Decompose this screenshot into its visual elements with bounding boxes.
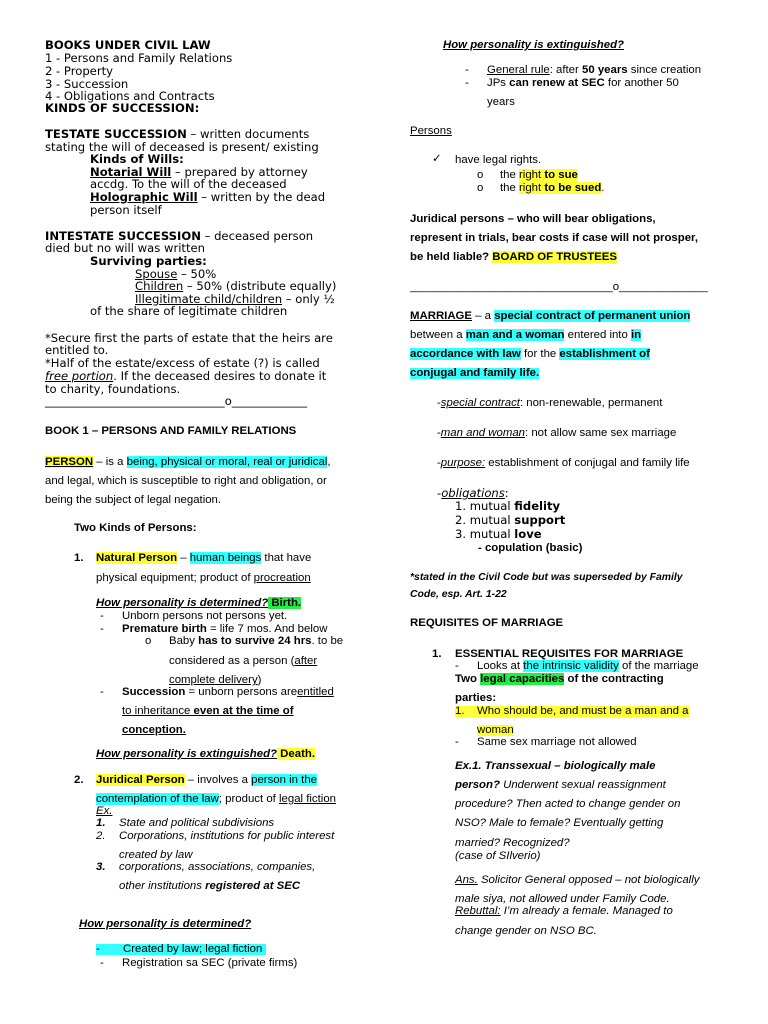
obligation-1: 1. mutual fidelity (455, 499, 561, 513)
juridical-person-line-1: Juridical Person – involves a person in the (96, 774, 317, 786)
marriage-line-2: between a man and a woman entered into in (410, 329, 642, 341)
bullet-dash-r4: - (455, 736, 459, 748)
right-to-sue-line: the right to sue (500, 169, 578, 181)
parties-line: parties: (455, 692, 497, 704)
juridical-person-number: 2. (74, 774, 84, 786)
who-should-line: 1. Who should be, and must be a man and a (455, 705, 689, 717)
book-item-3: 3 - Succession (45, 77, 129, 91)
bullet-dash-r2: - (465, 77, 469, 89)
persons-heading: Persons (410, 125, 452, 137)
conception-line: conception. (122, 724, 186, 736)
rebuttal-line-2: change gender on NSO BC. (455, 925, 597, 937)
essential-number: 1. (432, 648, 442, 660)
man-and-woman-line: -man and woman: not allow same sex marriage (437, 427, 677, 439)
special-contract-line: -special contract: non-renewable, permanent (437, 397, 663, 409)
book-item-1: 1 - Persons and Family Relations (45, 51, 233, 65)
stated-note-2: Code, esp. Art. 1-22 (410, 589, 507, 600)
registration-line: Registration sa SEC (private firms) (122, 957, 298, 969)
legal-rights-line: have legal rights. (455, 154, 542, 166)
bullet-dash-2: - (100, 623, 104, 635)
transsexual-line-3: procedure? Then acted to change gender on (455, 798, 681, 810)
rebuttal-line-1: Rebuttal: I’m already a female. Managed to (455, 905, 673, 917)
holographic-will-line-1: Holographic Will – written by the dead (90, 190, 326, 204)
marriage-line-4: conjugal and family life. (410, 367, 540, 379)
obligations-heading: -obligations: (437, 486, 509, 500)
half-note-2: free portion. If the deceased desires to donate it (45, 369, 327, 383)
premature-line: Premature birth = life 7 mos. And below (122, 623, 328, 635)
natural-person-number: 1. (74, 552, 84, 564)
example-2-number: 2. (96, 830, 106, 842)
answer-line-2: male siya, not allowed under Family Code. (455, 893, 670, 905)
natural-person-line-2: physical equipment; product of procreation (96, 572, 311, 584)
kinds-of-wills-heading: Kinds of Wills: (90, 152, 184, 166)
same-sex-line: Same sex marriage not allowed (477, 736, 637, 748)
bullet-dash-r3: - (455, 660, 459, 672)
requisites-heading: REQUISITES OF MARRIAGE (410, 617, 564, 629)
holographic-will-line-2: person itself (90, 203, 162, 217)
person-definition-line-1: PERSON – is a being, physical or moral, real or juridical, (45, 456, 331, 468)
natural-person-line-1: Natural Person – human beings that have (96, 552, 312, 564)
jps-line: JPs can renew at SEC for another 50 (487, 77, 679, 89)
intrinsic-validity-line: Looks at the intrinsic validity of the marriage (477, 660, 699, 672)
person-definition-line-2: and legal, which is susceptible to right and obligation, or (45, 475, 327, 487)
general-rule-line: General rule: after 50 years since creation (487, 64, 702, 76)
example-3b: other institutions registered at SEC (119, 880, 301, 892)
book1-heading: BOOK 1 – PERSONS AND FAMILY RELATIONS (45, 425, 297, 437)
secure-note-2: entitled to. (45, 343, 109, 357)
stated-note-1: *stated in the Civil Code but was superseded by Family (410, 572, 683, 583)
marriage-line-1: MARRIAGE – a special contract of permanent union (410, 310, 691, 322)
how-extinguished-juridical: How personality is extinguished? (443, 39, 625, 51)
transsexual-line-4: NSO? Male to female? Eventually getting (455, 817, 664, 829)
intestate-line-1: INTESTATE SUCCESSION – deceased person (45, 229, 314, 243)
book-item-2: 2 - Property (45, 64, 113, 78)
two-kinds-heading: Two Kinds of Persons: (74, 522, 197, 534)
intestate-line-2: died but no will was written (45, 241, 206, 255)
bullet-dash-r1: - (465, 64, 469, 76)
example-3-number: 3. (96, 861, 106, 873)
half-note-3: to charity, foundations. (45, 382, 181, 396)
half-note-1: *Half of the estate/excess of estate (?) is called (45, 356, 320, 370)
juridical-q-line-1: Juridical persons – who will bear obligations, (410, 213, 656, 225)
children-line: Children – 50% (distribute equally) (135, 279, 337, 293)
how-determined-natural: How personality is determined? Birth. (96, 597, 302, 609)
bullet-o-1: o (145, 635, 152, 647)
bullet-dash-4: - (100, 957, 104, 969)
check-icon: ✓ (432, 153, 442, 165)
surviving-parties-heading: Surviving parties: (90, 254, 207, 268)
example-2: Corporations, institutions for public interest (119, 830, 335, 842)
right-to-be-sued-line: the right to be sued. (500, 182, 605, 194)
essential-requisites-heading: ESSENTIAL REQUISITES FOR MARRIAGE (455, 648, 684, 660)
legal-capacities-line: Two legal capacities of the contracting (455, 673, 664, 685)
kinds-of-succession-heading: KINDS OF SUCCESSION: (45, 101, 200, 115)
woman-line: woman (477, 724, 514, 736)
example-3: corporations, associations, companies, (119, 861, 316, 873)
complete-delivery-line: complete delivery) (169, 674, 262, 686)
testate-line-1: TESTATE SUCCESSION – written documents (45, 127, 310, 141)
transsexual-line-2: person? Underwent sexual reassignment (455, 779, 666, 791)
inheritance-line: to inheritance even at the time of (122, 705, 294, 717)
years-line: years (487, 96, 515, 108)
answer-line-1: Ans. Solicitor General opposed – not biologically (455, 874, 700, 886)
section-divider-left: _______________________________o_____________ (45, 394, 308, 408)
bullet-dash-3: - (100, 686, 104, 698)
copulation-line: - copulation (basic) (478, 542, 583, 554)
example-1-number: 1. (96, 817, 106, 829)
how-determined-juridical: How personality is determined? (79, 918, 252, 930)
example-1: State and political subdivisions (119, 817, 275, 829)
purpose-line: -purpose: establishment of conjugal and family life (437, 457, 690, 469)
obligation-2: 2. mutual support (455, 513, 566, 527)
transsexual-example-title: Ex.1. Transsexual – biologically male (455, 760, 656, 772)
notarial-will-line-1: Notarial Will – prepared by attorney (90, 165, 308, 179)
marriage-line-3: accordance with law for the establishment of (410, 348, 650, 360)
notarial-will-line-2: accdg. To the will of the deceased (90, 177, 287, 191)
spouse-line: Spouse – 50% (135, 267, 217, 281)
secure-note-1: *Secure first the parts of estate that the heirs are (45, 331, 333, 345)
bullet-o-r2: o (477, 182, 484, 194)
section-divider-right: ________________________________o______________ (410, 281, 708, 293)
succession-line: Succession = unborn persons areentitled (122, 686, 334, 698)
silverio-case-line: (case of SIlverio) (455, 850, 541, 862)
illegitimate-line-2: of the share of legitimate children (90, 304, 288, 318)
obligation-3: 3. mutual love (455, 527, 542, 541)
juridical-q-line-2: represent in trials, bear costs if case will not prosper, (410, 232, 699, 244)
ex-label: Ex. (96, 805, 113, 817)
illegitimate-line: Illegitimate child/children – only ½ (135, 292, 335, 306)
juridical-person-line-2: contemplation of the law; product of legal fiction (96, 793, 336, 805)
person-definition-line-3: being the subject of legal negation. (45, 494, 222, 506)
bullet-dash-1: - (100, 610, 104, 622)
book-item-4: 4 - Obligations and Contracts (45, 89, 215, 103)
considered-line: considered as a person (after (169, 655, 318, 667)
juridical-q-line-3: be held liable? BOARD OF TRUSTEES (410, 251, 617, 263)
transsexual-line-5: married? Recognized? (455, 837, 570, 849)
how-extinguished-natural: How personality is extinguished? Death. (96, 748, 315, 760)
baby-line: Baby has to survive 24 hrs. to be (169, 635, 344, 647)
testate-line-2: stating the will of deceased is present/ existing (45, 140, 319, 154)
unborn-line: Unborn persons not persons yet. (122, 610, 288, 622)
created-by-law-line: - Created by law; legal fiction (96, 944, 266, 955)
bullet-o-r1: o (477, 169, 484, 181)
example-2b: created by law (119, 849, 193, 861)
books-title: BOOKS UNDER CIVIL LAW (45, 38, 211, 52)
